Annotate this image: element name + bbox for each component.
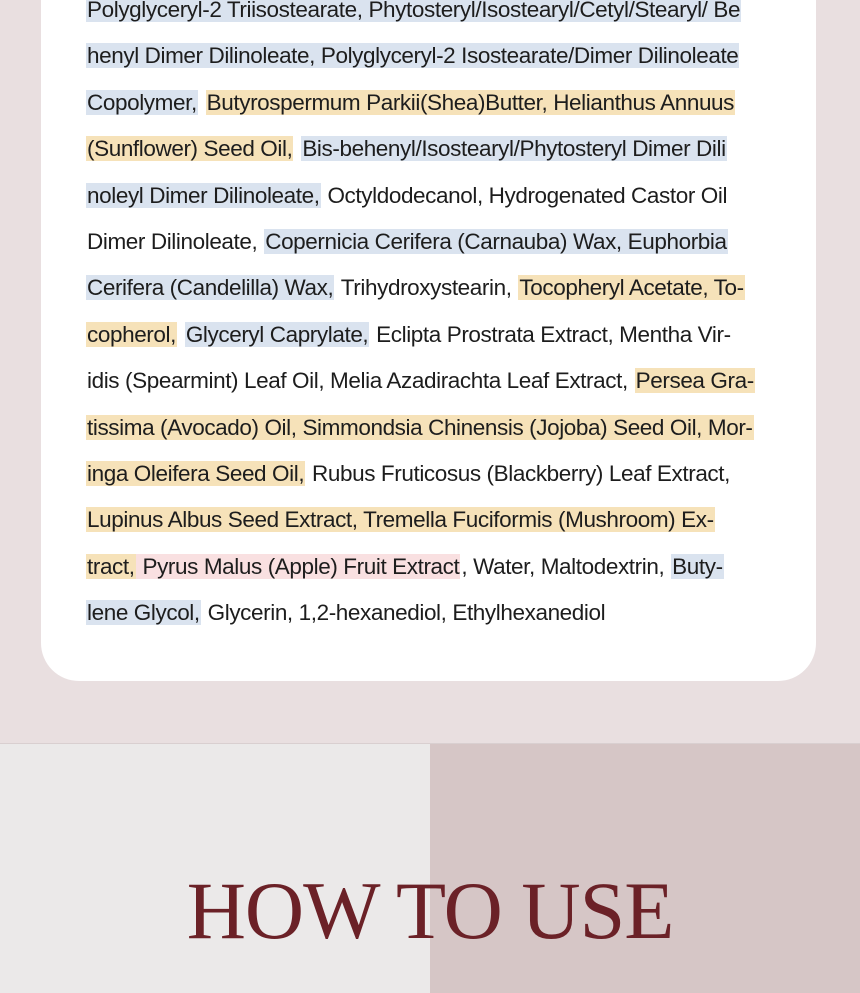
ingredient-segment-blue: Copernicia Cerifera (Carnauba) Wax, Euphorbia: [265, 229, 727, 254]
ingredient-segment-plain: [177, 322, 185, 347]
ingredient-line: [86, 0, 770, 26]
ingredient-segment-blue: Copolymer,: [87, 89, 197, 115]
ingredient-line: [86, 226, 770, 258]
ingredient-segment-yellow: Butyrospermum Parkii(Shea)Butter, Helianthus Annuus: [206, 89, 735, 115]
ingredient-segment-yellow: copherol,: [87, 321, 176, 347]
ingredient-segment-plain: , Water, Maltodextrin,: [461, 553, 671, 579]
ingredient-segment-plain: Eclipta Prostrata Extract, Mentha Vir-: [370, 321, 731, 347]
ingredient-segment-yellow: tissima (Avocado) Oil, Simmondsia Chinensis (Jojoba) Seed Oil, Mor-: [87, 414, 753, 440]
ingredient-segment-pink: Pyrus Malus (Apple) Fruit Extract: [136, 553, 460, 579]
ingredient-line: [86, 87, 770, 119]
ingredient-segment-yellow: Tocopheryl Acetate, To-: [519, 275, 744, 301]
ingredient-line: [86, 319, 770, 351]
ingredient-line: [86, 40, 770, 72]
ingredient-line: [86, 180, 770, 212]
ingredient-segment-plain: idis (Spearmint) Leaf Oil, Melia Azadirachta Leaf Extract,: [87, 368, 634, 394]
ingredient-segment-blue: Polyglyceryl-2 Triisostearate, Phytosteryl/Isostearyl/Cetyl/Stearyl/ Be: [86, 0, 741, 22]
ingredient-segment-plain: Octyldodecanol, Hydrogenated Castor Oil: [321, 182, 728, 208]
ingredient-segment-yellow: Lupinus Albus Seed Extract, Tremella Fuciformis (Mushroom) Ex-: [87, 507, 714, 533]
ingredient-segment-plain: Dimer Dilinoleate,: [87, 229, 264, 254]
ingredient-line: [86, 504, 770, 536]
ingredient-line: [86, 272, 770, 304]
ingredient-segment-blue: henyl Dimer Dilinoleate, Polyglyceryl-2 Isostearate/Dimer Dilinoleate: [87, 43, 739, 69]
ingredient-segment-blue: Cerifera (Candelilla) Wax,: [87, 275, 334, 301]
ingredient-line: [86, 412, 770, 444]
ingredient-segment-plain: [198, 90, 206, 115]
ingredient-line: [86, 551, 770, 583]
ingredient-segment-blue: lene Glycol,: [87, 600, 200, 626]
ingredient-line: [86, 597, 770, 629]
ingredient-segment-plain: Rubus Fruticosus (Blackberry) Leaf Extract,: [306, 461, 730, 486]
ingredient-segment-blue: Glyceryl Caprylate,: [185, 321, 369, 347]
ingredient-segment-blue: Bis-behenyl/Isostearyl/Phytosteryl Dimer Dili: [302, 136, 726, 162]
ingredient-segment-plain: Trihydroxystearin,: [335, 275, 518, 301]
ingredient-segment-plain: Glycerin, 1,2-hexanediol, Ethylhexanediol: [201, 600, 606, 626]
how-to-use-title: HOW TO USE: [186, 865, 674, 956]
ingredient-segment-yellow: Persea Gra-: [635, 368, 754, 394]
ingredient-segment-yellow: inga Oleifera Seed Oil,: [87, 461, 305, 486]
ingredient-segment-yellow: (Sunflower) Seed Oil,: [87, 136, 293, 162]
ingredient-segment-yellow: tract,: [87, 553, 135, 579]
ingredient-segment-blue: noleyl Dimer Dilinoleate,: [87, 182, 320, 208]
ingredient-segment-blue: Buty-: [672, 553, 723, 579]
ingredient-line: [86, 365, 770, 397]
ingredient-line: [86, 458, 770, 490]
ingredient-line: [86, 133, 770, 165]
